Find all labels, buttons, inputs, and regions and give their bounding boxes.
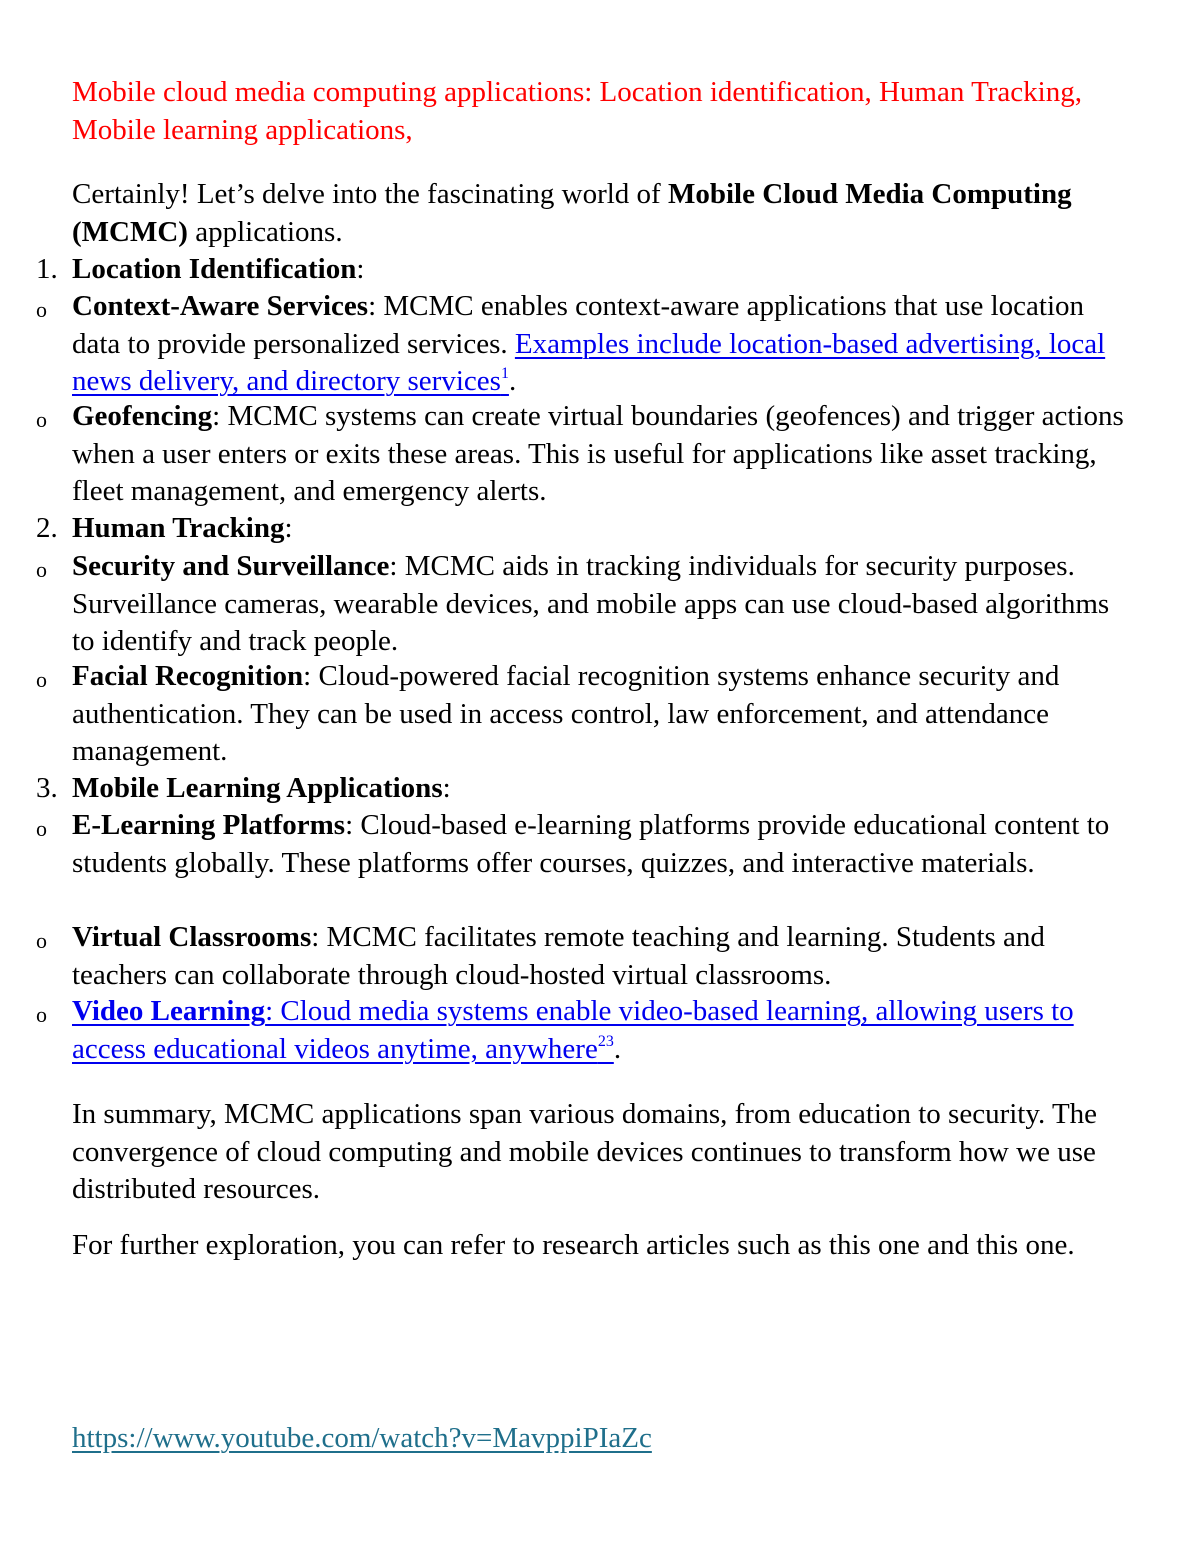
bullet-icon: o: [36, 1002, 47, 1027]
item-text: : Cloud-powered facial recognition systems enhance security and authentication. They can be used in access control, law enforcement, and attendance management.: [72, 660, 1060, 767]
footnote-marker: 23: [597, 1032, 614, 1050]
item-text: : Cloud-based e-learning platforms provide educational content to students globally. These platforms offer courses, quizzes, and interactive materials.: [72, 809, 1110, 879]
section-heading-label: Human Tracking: [72, 512, 285, 544]
section-heading: [72, 770, 1132, 808]
bullet-icon: o: [36, 297, 47, 322]
bullet-icon: o: [36, 667, 47, 692]
item-term: Facial Recognition: [72, 660, 304, 692]
item-term: E-Learning Platforms: [72, 809, 346, 841]
list-item: [72, 658, 1132, 771]
item-text: : MCMC systems can create virtual boundaries (geofences) and trigger actions when a user enters or exits these areas. This is useful for applications like asset tracking, fleet management, and emergency alerts.: [72, 400, 1124, 507]
section-number: 2.: [36, 512, 58, 544]
section-number: 1.: [36, 253, 58, 285]
video-learning-link[interactable]: [72, 995, 1074, 1065]
bullet-icon: o: [36, 557, 47, 582]
section-heading-colon: :: [356, 253, 365, 285]
youtube-url-link[interactable]: https://www.youtube.com/watch?v=MavppiPIaZc: [72, 1422, 652, 1454]
list-item: [72, 807, 1132, 882]
document-title: Mobile cloud media computing applications: Location identification, Human Tracking, Mobile learning applications,: [72, 76, 1082, 146]
item-term: Context-Aware Services: [72, 290, 369, 322]
intro-bold-term: Mobile Cloud Media Computing (MCMC): [72, 178, 1072, 248]
list-item: [72, 398, 1132, 511]
list-item: [72, 993, 1132, 1068]
section-heading-colon: :: [442, 772, 451, 804]
section-heading: [72, 251, 1132, 289]
list-item: [72, 548, 1132, 661]
item-text: : MCMC facilitates remote teaching and learning. Students and teachers can collaborate through cloud-hosted virtual classrooms.: [72, 921, 1045, 991]
bullet-icon: o: [36, 928, 47, 953]
item-end: .: [613, 1032, 622, 1065]
intro-suffix: applications.: [187, 215, 343, 248]
reference-link-text: Examples include location-based advertising, local news delivery, and directory services: [72, 327, 1106, 397]
item-term: Video Learning: [72, 995, 266, 1027]
bullet-icon: o: [36, 407, 47, 432]
bullet-icon: o: [36, 816, 47, 841]
intro-prefix: Certainly! Let’s delve into the fascinating world of: [72, 178, 668, 210]
item-term: Security and Surveillance: [72, 550, 390, 582]
list-item: [72, 288, 1132, 401]
section-heading-label: Mobile Learning Applications: [72, 772, 443, 804]
item-text: : MCMC enables context-aware applications that use location data to provide personalized services.: [72, 290, 1085, 360]
video-learning-link-text: : Cloud media systems enable video-based learning, allowing users to access educational videos anytime, anywhere: [72, 995, 1074, 1065]
item-text: : MCMC aids in tracking individuals for security purposes. Surveillance cameras, wearable devices, and mobile apps can use cloud-based algorithms to identify and track people.: [72, 550, 1110, 657]
section-number: 3.: [36, 772, 58, 804]
further-paragraph: For further exploration, you can refer to research articles such as this one and this one.: [72, 1229, 1075, 1261]
section-heading-label: Location Identification: [72, 253, 357, 285]
intro-paragraph: [72, 176, 1132, 251]
summary-paragraph: In summary, MCMC applications span various domains, from education to security. The convergence of cloud computing and mobile devices continues to transform how we use distributed resources.: [72, 1098, 1098, 1205]
item-end: .: [508, 365, 517, 397]
item-term: Geofencing: [72, 400, 213, 432]
section-heading: [72, 510, 1132, 548]
footnote-marker: 1: [500, 365, 509, 382]
list-item: [72, 919, 1132, 994]
item-term: Virtual Classrooms: [72, 921, 312, 953]
section-heading-colon: :: [284, 512, 293, 544]
